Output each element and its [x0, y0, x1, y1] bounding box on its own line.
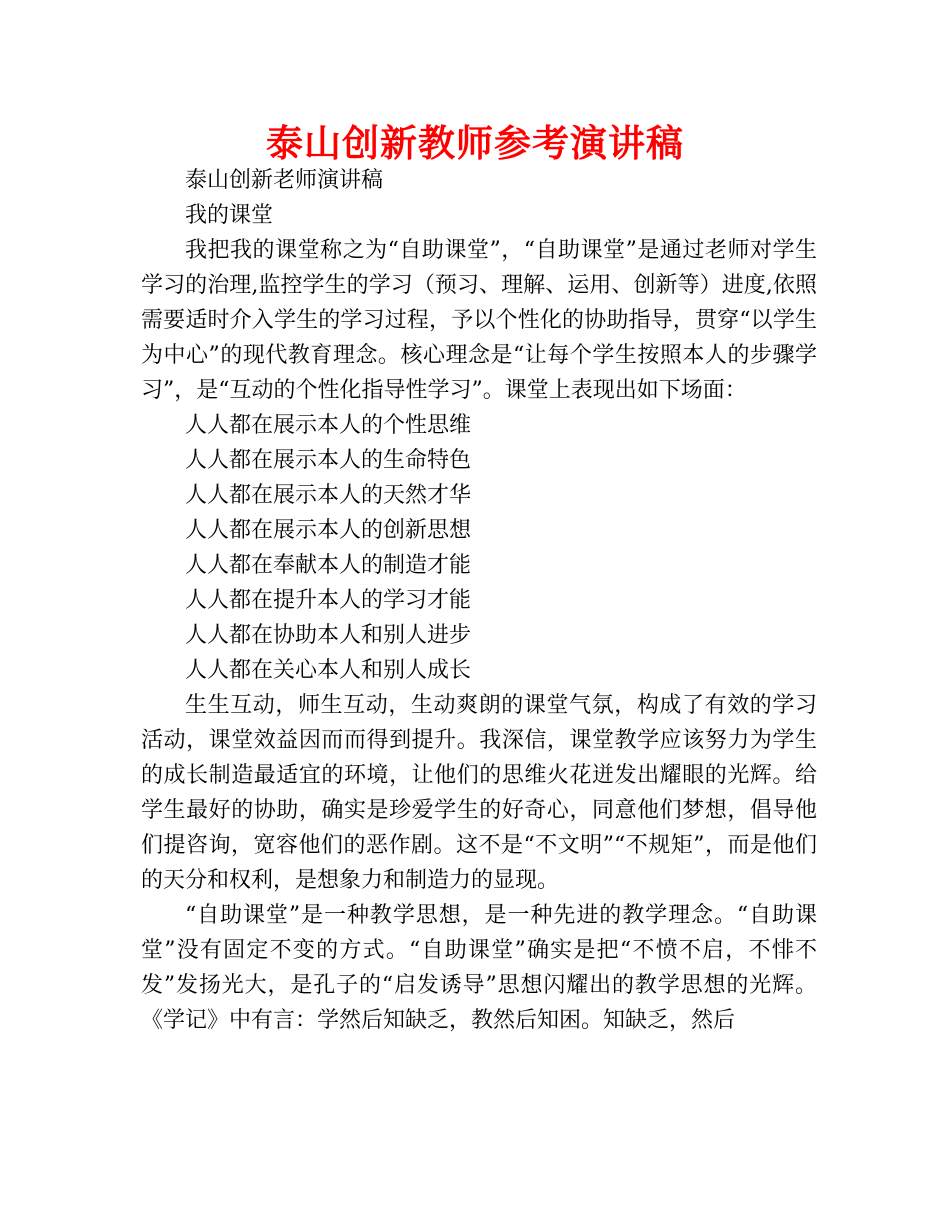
paragraph-body: 生生互动，师生互动，生动爽朗的课堂气氛，构成了有效的学习活动，课堂效益因而而得到提升。我深信，课堂教学应该努力为学生的成长制造最适宜的环境，让他们的思维火花迸发出耀眼的光辉。给学生最好的协助，确实是珍爱学生的好奇心，同意他们梦想，倡导他们提咨询，宽容他们的恶作剧。这不是“不文明”“不规矩”，而是他们的天分和权利，是想象力和制造力的显现。 [141, 693, 817, 893]
paragraph-intro: 我把我的课堂称之为“自助课堂”，“自助课堂”是通过老师对学生学习的治理,监控学生的学习（预习、理解、运用、创新等）进度,依照需要适时介入学生的学习过程，予以个性化的协助指导，贯穿“以学生为中心”的现代教育理念。核心理念是“让每个学生按照本人的步骤学习”，是“互动的个性化指导性学习”。课堂上表现出如下场面： [141, 238, 817, 403]
document-title: 泰山创新教师参考演讲稿 [266, 122, 684, 165]
paragraph-body: “自助课堂”是一种教学思想，是一种先进的教学理念。“自助课堂”没有固定不变的方式。“自助课堂”确实是把“不愤不启，不悱不发”发扬光大，是孔子的“启发诱导”思想闪耀出的教学思想的光辉。《学记》中有言：学然后知缺乏，教然后知困。知缺乏，然后 [141, 903, 817, 1033]
list-line: 人人都在奉献本人的制造才能 [185, 553, 472, 578]
list-line: 人人都在协助本人和别人进步 [185, 623, 472, 648]
list-line: 人人都在展示本人的个性思维 [185, 413, 472, 438]
list-line: 人人都在展示本人的生命特色 [185, 448, 472, 473]
document-body [141, 163, 817, 1038]
list-line: 人人都在展示本人的天然才华 [185, 483, 472, 508]
list-line: 人人都在展示本人的创新思想 [185, 518, 472, 543]
list-line: 人人都在提升本人的学习才能 [185, 588, 472, 613]
list-line: 人人都在关心本人和别人成长 [185, 658, 472, 683]
paragraph-section-heading: 我的课堂 [185, 203, 274, 228]
paragraph-subtitle: 泰山创新老师演讲稿 [185, 168, 384, 193]
